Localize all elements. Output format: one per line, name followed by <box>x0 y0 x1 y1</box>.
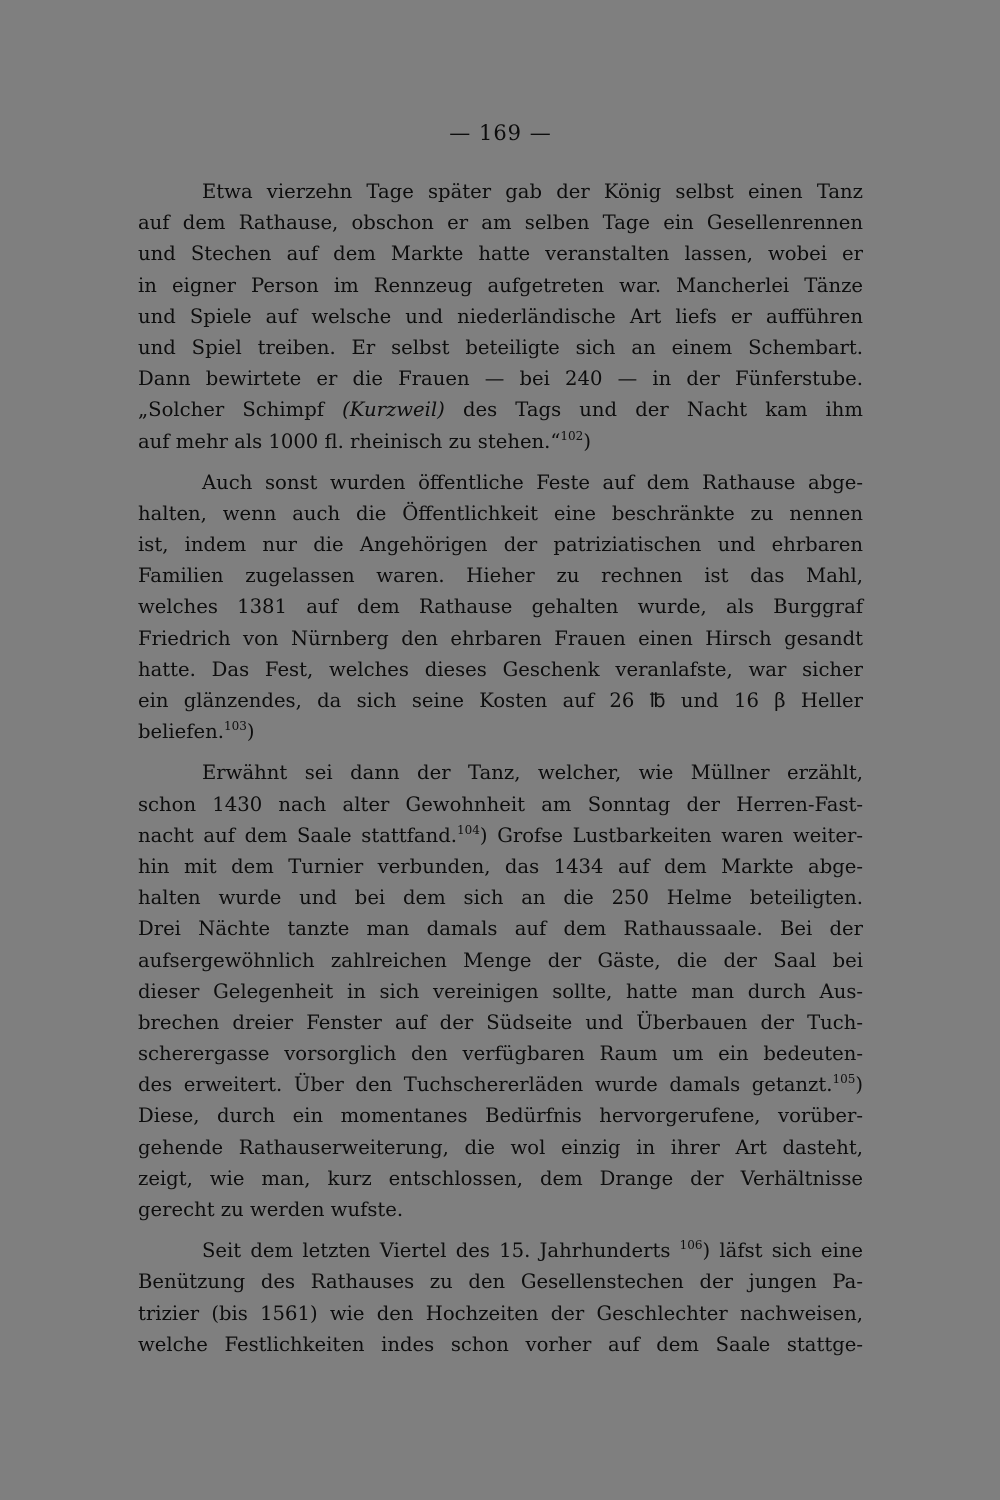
text-line: nacht auf dem Saale stattfand.$^{104}$) Grofse Lustbarkeiten waren weiter- <box>138 822 863 847</box>
text-line: und Spiele auf welsche und niederländische Art liefs er aufführen <box>138 304 863 328</box>
text-segment: läfst sich eine <box>710 1239 863 1263</box>
text-line <box>138 394 863 425</box>
text-line: hatte. Das Fest, welches dieses Geschenk veranlafste, war sicher <box>138 657 863 681</box>
text-segment: auf mehr als 1000 fl. rheinisch zu stehen.“ <box>138 429 561 453</box>
italic-gloss: (Kurzweil) <box>342 398 445 422</box>
text-line: dieser Gelegenheit in sich vereinigen sollte, hatte man durch Aus- <box>138 979 863 1003</box>
page-number: — 169 — <box>449 121 552 145</box>
footnote-ref: 106 <box>679 1238 703 1253</box>
text-line: Erwähnt sei dann der Tanz, welcher, wie Müllner erzählt, <box>202 761 863 785</box>
text-line: des erweitert. Über den Tuchschererläden wurde damals getanzt.$^{105}$) <box>138 1072 863 1097</box>
book-page <box>138 118 863 1388</box>
text-line: aufsergewöhnlich zahlreichen Menge der Gäste, die der Saal bei <box>138 948 863 972</box>
text-line: halten, wenn auch die Öffentlichkeit eine beschränkte zu nennen <box>138 501 863 525</box>
text-line: Familien zugelassen waren. Hieher zu rechnen ist das Mahl, <box>138 564 863 588</box>
text-line: zeigt, wie man, kurz entschlossen, dem Drange der Verhältnisse <box>138 1166 863 1190</box>
text-line: welches 1381 auf dem Rathause gehalten wurde, als Burggraf <box>138 595 863 619</box>
text-line: halten wurde und bei dem sich an die 250 Helme beteiligten. <box>138 886 863 910</box>
text-segment: nacht auf dem Saale stattfand. <box>138 823 457 847</box>
text-line: welche Festlichkeiten indes schon vorher auf dem Saale stattge- <box>138 1332 863 1356</box>
text-line: ein glänzendes, da sich seine Kosten auf 26 ℔ und 16 β Heller <box>138 689 863 712</box>
text-line: Seit dem letzten Viertel des 15. Jahrhunderts $^{106}$) läfst sich eine <box>202 1238 863 1263</box>
text-line: Auch sonst wurden öffentliche Feste auf dem Rathause abge- <box>202 470 863 494</box>
text-line: Friedrich von Nürnberg den ehrbaren Frauen einen Hirsch gesandt <box>138 626 863 650</box>
text-segment: des Tags und der Nacht kam ihm <box>444 398 863 422</box>
paragraph-4 <box>138 1235 863 1360</box>
text-line: trizier (bis 1561) wie den Hochzeiten der Geschlechter nachweisen, <box>138 1301 863 1325</box>
text-segment: Grofse Lustbarkeiten waren weiter- <box>487 823 863 847</box>
body-text <box>138 176 863 1360</box>
text-segment: des erweitert. Über den Tuchschererläden wurde damals getanzt. <box>138 1073 833 1097</box>
footnote-ref: 102 <box>560 428 584 443</box>
text-segment: Seit dem letzten Viertel des 15. Jahrhunderts <box>202 1239 680 1263</box>
text-line: Dann bewirtete er die Frauen — bei 240 — in der Fünferstube. <box>138 367 863 391</box>
text-line: gerecht zu werden wufste. <box>138 1198 404 1221</box>
text-line: schon 1430 nach alter Gewohnheit am Sonntag der Herren-Fast- <box>138 792 863 816</box>
text-line: auf mehr als 1000 fl. rheinisch zu stehen.“$^{102}$) <box>138 428 591 453</box>
text-line: Benützung des Rathauses zu den Gesellenstechen der jungen Pa- <box>138 1270 863 1294</box>
text-line: ist, indem nur die Angehörigen der patriziatischen und ehrbaren <box>138 533 863 557</box>
footnote-ref: 104 <box>457 822 480 837</box>
footnote-ref: 105 <box>832 1072 856 1087</box>
text-segment: beliefen. <box>138 720 224 744</box>
paragraph-3 <box>138 757 863 1225</box>
paragraph-2 <box>138 467 863 748</box>
text-line: beliefen.$^{103}$) <box>138 719 255 744</box>
text-line: scherergasse vorsorglich den verfügbaren Raum um ein bedeuten- <box>138 1042 863 1066</box>
text-line: in eigner Person im Rennzeug aufgetreten war. Mancherlei Tänze <box>138 273 863 297</box>
text-line: Drei Nächte tanzte man damals auf dem Rathaussaale. Bei der <box>138 917 863 941</box>
text-line: brechen dreier Fenster auf der Südseite und Überbauen der Tuch- <box>138 1010 863 1034</box>
text-line: und Stechen auf dem Markte hatte veranstalten lassen, wobei er <box>138 242 863 266</box>
text-line: gehende Rathauserweiterung, die wol einzig in ihrer Art dasteht, <box>138 1135 863 1159</box>
paragraph-1 <box>138 176 863 457</box>
text-line: hin mit dem Turnier verbunden, das 1434 auf dem Markte abge- <box>138 854 863 878</box>
text-line: Etwa vierzehn Tage später gab der König selbst einen Tanz <box>202 180 863 203</box>
text-line: auf dem Rathause, obschon er am selben Tage ein Gesellenrennen <box>138 211 863 235</box>
text-line: und Spiel treiben. Er selbst beteiligte sich an einem Schembart. <box>138 335 863 359</box>
text-segment: „Solcher Schimpf <box>138 398 343 422</box>
footnote-ref: 103 <box>223 719 247 734</box>
text-line: Diese, durch ein momentanes Bedürfnis hervorgerufene, vorüber- <box>138 1104 863 1128</box>
